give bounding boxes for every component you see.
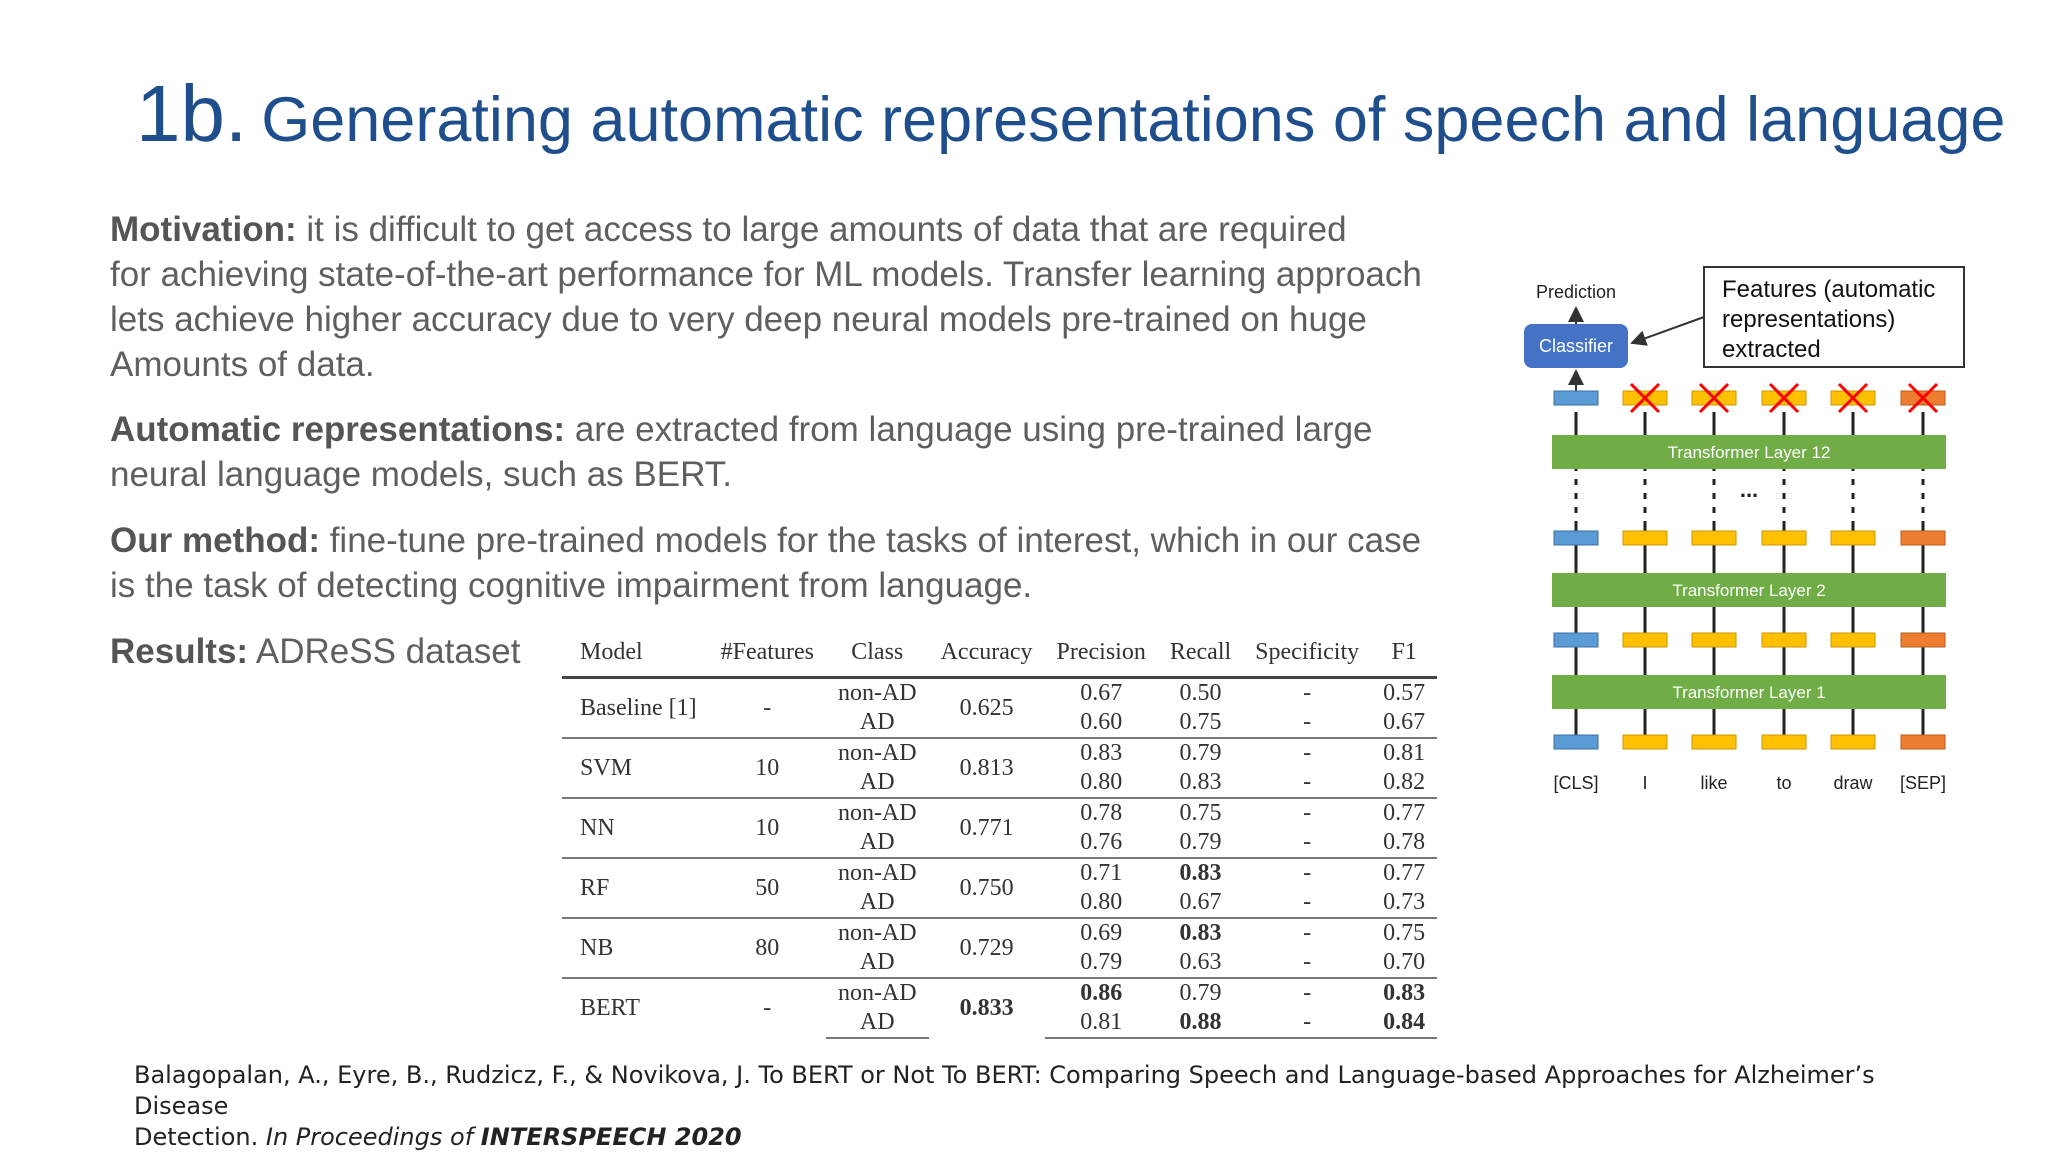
cell-recall: 0.50 xyxy=(1158,678,1243,709)
discarded-token-crosses xyxy=(1631,384,1937,412)
cell-precision: 0.80 xyxy=(1080,769,1123,795)
cell-accuracy: 0.625 xyxy=(929,678,1045,739)
cell-f1: 0.82 xyxy=(1383,769,1426,795)
cell-accuracy: 0.750 xyxy=(929,858,1045,918)
citation-venue: INTERSPEECH 2020 xyxy=(480,1123,742,1151)
cell-features: 10 xyxy=(709,738,826,798)
cell-recall: 0.75 xyxy=(1179,709,1222,735)
table-row xyxy=(562,918,1437,948)
classifier-label: Classifier xyxy=(1538,336,1614,356)
title-text: Generating automatic representations of speech and language xyxy=(261,85,2006,155)
cell-precision: 0.67 xyxy=(1045,678,1158,709)
cell-specificity: - xyxy=(1303,949,1312,975)
cell-class: non-AD xyxy=(826,738,929,768)
citation xyxy=(134,1060,1954,1153)
cell-precision: 0.79 xyxy=(1080,949,1123,975)
cell-recall: 0.83 xyxy=(1158,918,1243,948)
cell-class: AD xyxy=(826,1008,929,1038)
cell-specificity: - xyxy=(1303,829,1312,855)
cell-precision: 0.83 xyxy=(1045,738,1158,768)
cell-accuracy: 0.813 xyxy=(929,738,1045,798)
cell-class: non-AD xyxy=(826,858,929,888)
cell-specificity: - xyxy=(1243,858,1371,888)
cell-model: BERT xyxy=(562,978,709,1038)
cell-features: 10 xyxy=(709,798,826,858)
header-f1: F1 xyxy=(1371,636,1437,678)
slide-title xyxy=(136,68,2005,160)
token-label: [CLS] xyxy=(1553,773,1599,793)
header-specificity: Specificity xyxy=(1243,636,1371,678)
cell-precision: 0.69 xyxy=(1045,918,1158,948)
layer-2-label: Transformer Layer 2 xyxy=(1672,581,1826,600)
cell-specificity: - xyxy=(1243,1008,1371,1038)
motivation-line-1: it is difficult to get access to large amounts of data that are required xyxy=(296,210,1347,249)
cell-specificity: - xyxy=(1243,978,1371,1008)
cell-class: AD xyxy=(859,889,895,915)
cell-accuracy: 0.771 xyxy=(929,798,1045,858)
cell-f1: 0.75 xyxy=(1371,918,1437,948)
cell-precision: 0.78 xyxy=(1045,798,1158,828)
cell-features: 50 xyxy=(709,858,826,918)
motivation-paragraph xyxy=(110,207,1510,387)
cell-precision: 0.86 xyxy=(1045,978,1158,1008)
token-row-top xyxy=(1554,391,1945,405)
cell-class: AD xyxy=(859,949,895,975)
cell-f1: 0.73 xyxy=(1383,889,1426,915)
citation-line-1: Balagopalan, A., Eyre, B., Rudzicz, F., & Novikova, J. To BERT or Not To BERT: Comparing Speech and Language-based Approaches for Alzheimer’s Disease xyxy=(134,1061,1875,1120)
cell-f1: 0.77 xyxy=(1371,798,1437,828)
token-label: [SEP] xyxy=(1899,773,1947,793)
cell-specificity: - xyxy=(1303,889,1312,915)
cell-f1: 0.67 xyxy=(1383,709,1426,735)
cell-class: non-AD xyxy=(826,918,929,948)
table-row xyxy=(562,798,1437,828)
table-header-row xyxy=(562,636,1437,678)
cell-model: SVM xyxy=(562,738,709,798)
method-paragraph xyxy=(110,518,1510,608)
cell-recall: 0.67 xyxy=(1179,889,1222,915)
table-row xyxy=(562,858,1437,888)
header-accuracy: Accuracy xyxy=(929,636,1045,678)
cell-f1: 0.57 xyxy=(1371,678,1437,709)
cell-features: 80 xyxy=(709,918,826,978)
table-row xyxy=(562,978,1437,1008)
citation-line-2-start: Detection. xyxy=(134,1123,266,1151)
cell-recall: 0.88 xyxy=(1158,1008,1243,1038)
cell-class: non-AD xyxy=(826,978,929,1008)
motivation-label: Motivation: xyxy=(110,210,297,249)
results-table xyxy=(562,636,1437,1039)
cell-recall: 0.83 xyxy=(1158,858,1243,888)
cell-recall: 0.79 xyxy=(1158,738,1243,768)
cell-recall: 0.83 xyxy=(1179,769,1222,795)
layer-1-label: Transformer Layer 1 xyxy=(1672,683,1826,702)
cell-precision: 0.81 xyxy=(1045,1008,1158,1038)
table-row xyxy=(562,678,1437,709)
motivation-line-3: lets achieve higher accuracy due to very deep neural models pre-trained on huge xyxy=(110,300,1367,339)
callout-arrow xyxy=(1632,317,1704,343)
cell-f1: 0.81 xyxy=(1371,738,1437,768)
prediction-label: Prediction xyxy=(1535,282,1617,302)
bert-architecture-diagram xyxy=(1510,255,1980,805)
cell-recall: 0.79 xyxy=(1179,829,1222,855)
cell-precision: 0.71 xyxy=(1045,858,1158,888)
results-label: Results: xyxy=(110,632,249,671)
cell-f1: 0.84 xyxy=(1371,1008,1437,1038)
automatic-line-1: are extracted from language using pre-trained large xyxy=(565,410,1373,449)
header-features: #Features xyxy=(709,636,826,678)
automatic-representations-paragraph xyxy=(110,407,1510,497)
cell-precision: 0.80 xyxy=(1080,889,1123,915)
cell-precision: 0.76 xyxy=(1080,829,1123,855)
cell-recall: 0.75 xyxy=(1158,798,1243,828)
token-label: like xyxy=(1700,773,1728,793)
cell-accuracy: 0.729 xyxy=(929,918,1045,978)
cell-class: AD xyxy=(859,709,895,735)
cell-f1: 0.83 xyxy=(1371,978,1437,1008)
automatic-label: Automatic representations: xyxy=(110,410,566,449)
cell-accuracy: 0.833 xyxy=(929,978,1045,1038)
token-label: I xyxy=(1642,773,1648,793)
cell-class: AD xyxy=(859,769,895,795)
cell-class: non-AD xyxy=(826,678,929,709)
token-row-2 xyxy=(1554,531,1945,545)
token-row-input xyxy=(1554,735,1945,749)
header-model: Model xyxy=(562,636,709,678)
token-row-3 xyxy=(1554,633,1945,647)
method-line-1: fine-tune pre-trained models for the tasks of interest, which in our case xyxy=(319,521,1422,560)
title-number: 1b. xyxy=(136,69,248,158)
header-class: Class xyxy=(826,636,929,678)
layer-ellipsis: ... xyxy=(1739,477,1759,502)
cell-model: Baseline [1] xyxy=(562,678,709,739)
header-precision: Precision xyxy=(1045,636,1158,678)
motivation-line-4: Amounts of data. xyxy=(110,345,375,384)
cell-model: NN xyxy=(562,798,709,858)
cell-specificity: - xyxy=(1243,738,1371,768)
callout-line-1: Features (automatic xyxy=(1722,276,1936,303)
cell-model: RF xyxy=(562,858,709,918)
cell-model: NB xyxy=(562,918,709,978)
method-label: Our method: xyxy=(110,521,320,560)
cell-class: AD xyxy=(859,829,895,855)
cell-class: non-AD xyxy=(826,798,929,828)
cell-specificity: - xyxy=(1243,918,1371,948)
layer-12-label: Transformer Layer 12 xyxy=(1667,443,1831,462)
cell-f1: 0.78 xyxy=(1383,829,1426,855)
motivation-line-2: for achieving state-of-the-art performance for ML models. Transfer learning approach xyxy=(110,255,1422,294)
citation-proceedings: In Proceedings of xyxy=(265,1123,481,1151)
cell-features: - xyxy=(709,678,826,739)
callout-line-3: extracted xyxy=(1722,336,1821,363)
cell-f1: 0.70 xyxy=(1383,949,1426,975)
cell-features: - xyxy=(709,978,826,1038)
cell-specificity: - xyxy=(1243,798,1371,828)
cell-specificity: - xyxy=(1303,769,1312,795)
cell-f1: 0.77 xyxy=(1371,858,1437,888)
cell-recall: 0.63 xyxy=(1179,949,1222,975)
automatic-line-2: neural language models, such as BERT. xyxy=(110,455,732,494)
cell-specificity: - xyxy=(1303,709,1312,735)
cell-precision: 0.60 xyxy=(1080,709,1123,735)
header-recall: Recall xyxy=(1158,636,1243,678)
cell-specificity: - xyxy=(1243,678,1371,709)
token-label: draw xyxy=(1833,773,1873,793)
table-row xyxy=(562,738,1437,768)
method-line-2: is the task of detecting cognitive impairment from language. xyxy=(110,566,1033,605)
token-label: to xyxy=(1776,773,1792,793)
callout-line-2: representations) xyxy=(1722,306,1896,333)
results-text: ADReSS dataset xyxy=(248,632,521,671)
cell-recall: 0.79 xyxy=(1158,978,1243,1008)
